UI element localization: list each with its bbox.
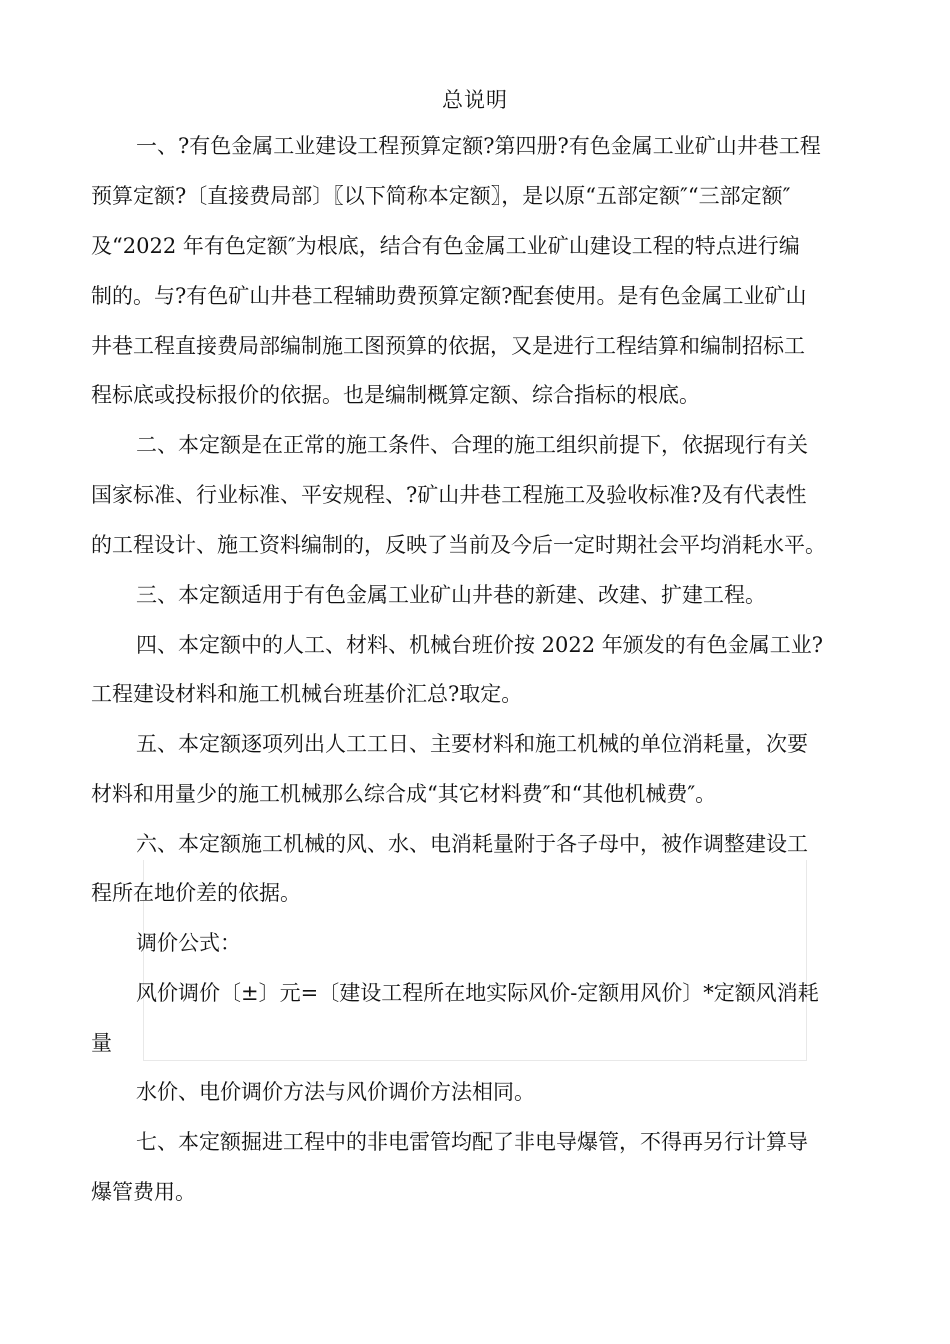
frame-border-bottom — [143, 1060, 807, 1061]
text-line: 水价、电价调价方法与风价调价方法相同。 — [136, 1080, 535, 1104]
text-line: 程所在地价差的依据。 — [91, 881, 301, 905]
text-line: 五、本定额逐项列出人工工日、主要材料和施工机械的单位消耗量，次要 — [136, 732, 808, 756]
document-title: 总说明 — [442, 88, 508, 112]
text-line: 预算定额?〔直接费局部〕〖以下简称本定额〗，是以原“五部定额″“三部定额″ — [91, 184, 791, 208]
text-line: 风价调价〔±〕元=〔建设工程所在地实际风价-定额用风价〕*定额风消耗 — [136, 981, 819, 1005]
text-line: 爆管费用。 — [91, 1180, 196, 1204]
text-line: 量 — [91, 1031, 112, 1055]
text-line: 一、?有色金属工业建设工程预算定额?第四册?有色金属工业矿山井巷工程 — [136, 134, 821, 158]
text-line: 制的。与?有色矿山井巷工程辅助费预算定额?配套使用。是有色金属工业矿山 — [91, 284, 807, 308]
text-line: 四、本定额中的人工、材料、机械台班价按 2022 年颁发的有色金属工业? — [136, 633, 824, 657]
text-line: 程标底或投标报价的依据。也是编制概算定额、综合指标的根底。 — [91, 383, 700, 407]
text-line: 井巷工程直接费局部编制施工图预算的依据，又是进行工程结算和编制招标工 — [91, 334, 805, 358]
text-line: 三、本定额适用于有色金属工业矿山井巷的新建、改建、扩建工程。 — [136, 583, 766, 607]
text-line: 七、本定额掘进工程中的非电雷管均配了非电导爆管，不得再另行计算导 — [136, 1130, 808, 1154]
text-line: 及“2022 年有色定额″为根底，结合有色金属工业矿山建设工程的特点进行编 — [91, 234, 800, 258]
text-line: 的工程设计、施工资料编制的，反映了当前及今后一定时期社会平均消耗水平。 — [91, 533, 826, 557]
text-line: 二、本定额是在正常的施工条件、合理的施工组织前提下，依据现行有关 — [136, 433, 808, 457]
text-line: 调价公式： — [136, 931, 241, 955]
text-line: 国家标准、行业标准、平安规程、?矿山井巷工程施工及验收标准?及有代表性 — [91, 483, 807, 507]
text-line: 工程建设材料和施工机械台班基价汇总?取定。 — [91, 682, 523, 706]
text-line: 六、本定额施工机械的风、水、电消耗量附于各子母中，被作调整建设工 — [136, 832, 808, 856]
text-line: 材料和用量少的施工机械那么综合成“其它材料费″和“其他机械费″。 — [91, 782, 717, 806]
